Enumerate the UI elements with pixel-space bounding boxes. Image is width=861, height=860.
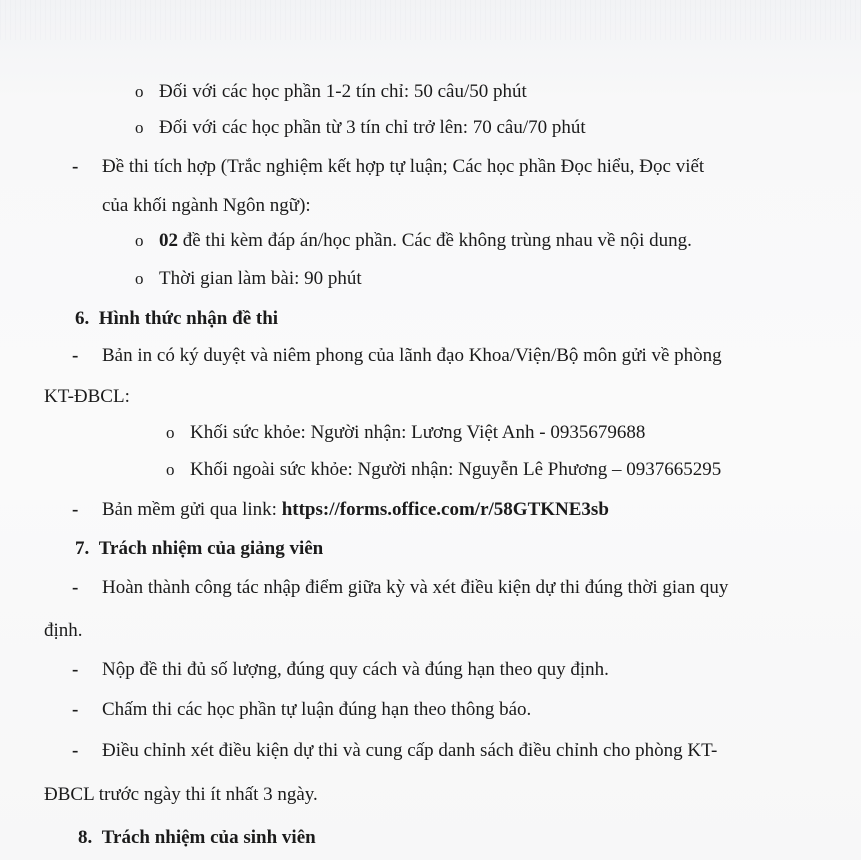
list-item [166,458,721,482]
circle-bullet-icon: o [135,82,144,101]
dash-bullet-icon: - [72,499,79,520]
list-item [135,229,692,253]
list-item [72,739,717,763]
scan-artifact [0,0,861,40]
list-item-text: KT-ĐBCL: [44,386,130,407]
dash-bullet-icon: - [72,345,79,366]
section-title: Hình thức nhận đề thi [98,308,279,329]
circle-bullet-icon: o [135,231,144,250]
list-item [72,658,609,682]
section-heading-8 [78,826,316,850]
list-item [166,421,645,445]
list-item-text: Bản mềm gửi qua link: [102,499,282,520]
section-number: 7. [75,538,90,559]
list-item-text: định. [44,620,83,641]
list-item-text: đề thi kèm đáp án/học phần. Các đề không trùng nhau về nội dung. [178,230,692,251]
paragraph-continuation [44,783,318,807]
list-item-text: Khối ngoài sức khỏe: Người nhận: Nguyễn Lê Phương – 0937665295 [190,459,722,480]
section-title: Trách nhiệm của sinh viên [101,827,316,848]
paragraph-continuation [102,194,311,218]
circle-bullet-icon: o [166,423,175,442]
list-item-text: Thời gian làm bài: 90 phút [159,268,362,289]
emphasis-number: 02 [159,230,178,251]
list-item-text: Đối với các học phần từ 3 tín chỉ trở lên: 70 câu/70 phút [159,117,586,138]
list-item-text: Đối với các học phần 1-2 tín chỉ: 50 câu/50 phút [159,81,527,102]
list-item [135,116,586,140]
paragraph-continuation [44,385,130,409]
list-item [72,698,531,722]
list-item [135,267,362,291]
list-item-text: Điều chỉnh xét điều kiện dự thi và cung cấp danh sách điều chỉnh cho phòng KT- [102,740,718,761]
section-title: Trách nhiệm của giảng viên [98,538,324,559]
list-item-text: Bản in có ký duyệt và niêm phong của lãnh đạo Khoa/Viện/Bộ môn gửi về phòng [102,345,722,366]
section-heading-7 [75,537,323,561]
dash-bullet-icon: - [72,699,79,720]
list-item-text: Đề thi tích hợp (Trắc nghiệm kết hợp tự luận; Các học phần Đọc hiểu, Đọc viết [102,156,705,177]
circle-bullet-icon: o [135,118,144,137]
section-number: 8. [78,827,93,848]
dash-bullet-icon: - [72,577,79,598]
list-item [72,576,728,600]
dash-bullet-icon: - [72,740,79,761]
list-item [72,498,609,522]
list-item [72,344,722,368]
list-item [72,155,704,179]
list-item-text: Chấm thi các học phần tự luận đúng hạn theo thông báo. [102,699,532,720]
section-number: 6. [75,308,90,329]
paragraph-continuation [44,619,83,643]
list-item-text: của khối ngành Ngôn ngữ): [102,195,311,216]
list-item-text: ĐBCL trước ngày thi ít nhất 3 ngày. [44,784,318,805]
list-item-text: Nộp đề thi đủ số lượng, đúng quy cách và đúng hạn theo quy định. [102,659,609,680]
circle-bullet-icon: o [135,269,144,288]
list-item [135,80,527,104]
list-item-text: Hoàn thành công tác nhập điểm giữa kỳ và xét điều kiện dự thi đúng thời gian quy [102,577,729,598]
form-link[interactable]: https://forms.office.com/r/58GTKNE3sb [281,499,609,520]
dash-bullet-icon: - [72,659,79,680]
section-heading-6 [75,307,278,331]
circle-bullet-icon: o [166,460,175,479]
list-item-text: Khối sức khỏe: Người nhận: Lương Việt Anh - 0935679688 [190,422,646,443]
dash-bullet-icon: - [72,156,79,177]
